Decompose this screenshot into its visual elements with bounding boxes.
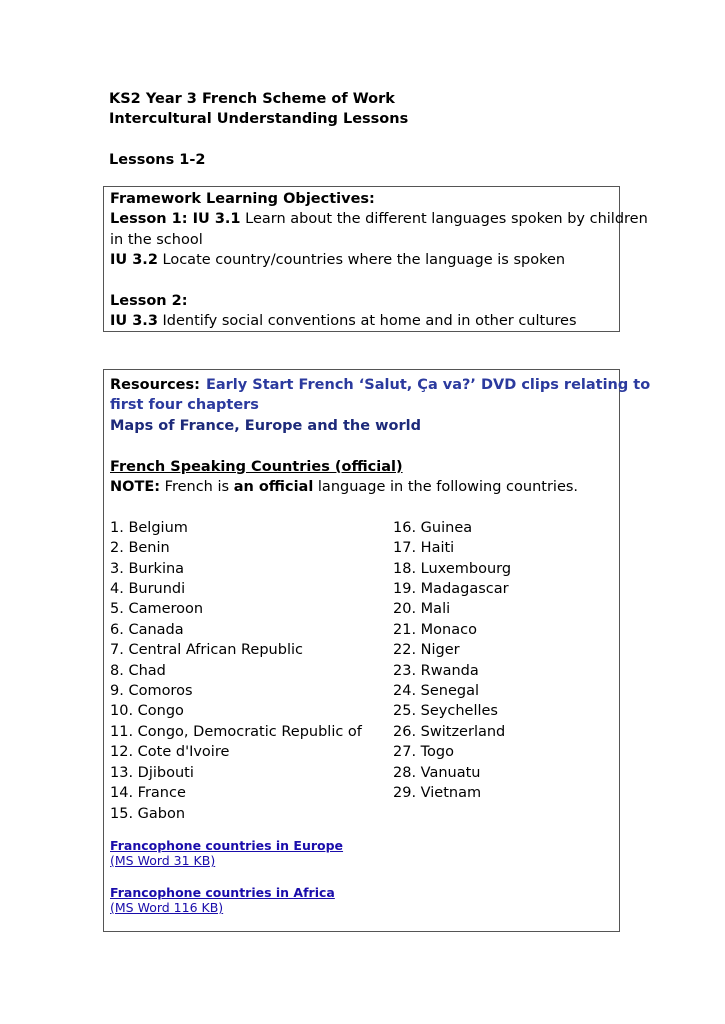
country-item: 13. Djibouti [110,764,194,781]
country-item: 9. Comoros [110,683,193,700]
spacer [110,868,614,885]
note-line [110,477,614,497]
lesson1-text-cont: in the school [110,231,203,248]
note-text-a: French is [160,479,234,496]
country-item: 22. Niger [393,642,460,659]
country-item: 25. Seychelles [393,703,498,720]
country-item: 10. Congo [110,703,184,720]
spacer [110,824,614,838]
iu32-label: IU 3.2 [110,252,158,269]
country-item: 8. Chad [110,662,166,679]
download-link-africa[interactable]: Francophone countries in Africa [110,884,335,900]
country-item: 16. Guinea [393,519,473,536]
objectives-heading: Framework Learning Objectives: [110,191,375,207]
country-item: 28. Vanuatu [393,764,481,781]
note-label: NOTE: [110,479,161,496]
resources-line [110,375,651,395]
document-title: KS2 Year 3 French Scheme of Work [109,91,395,107]
country-item: 18. Luxembourg [393,560,512,577]
download-link-africa-block [110,885,614,915]
country-item: 1. Belgium [110,519,188,536]
country-item: 29. Vietnam [393,785,482,802]
country-item: 5. Cameroon [110,601,204,618]
download-link-europe-block [110,838,614,868]
country-item: 24. Senegal [393,683,480,700]
note-text-b: language in the following countries. [313,479,579,496]
iu33-label: IU 3.3 [110,313,158,330]
spacer [110,271,614,291]
country-item: 21. Monaco [393,621,477,638]
country-item: 27. Togo [393,744,455,761]
lesson1-label: Lesson 1: IU 3.1 [110,211,241,228]
objectives-box [103,186,648,332]
document-subtitle: Intercultural Understanding Lessons [109,111,409,127]
country-item: 19. Madagascar [393,581,509,598]
country-item: 4. Burundi [110,581,186,598]
country-item: 15. Gabon [110,805,186,822]
resources-box [103,369,651,932]
download-link-africa-size[interactable]: (MS Word 116 KB) [110,899,224,915]
countries-list [110,518,614,824]
country-item: 17. Haiti [393,540,455,557]
country-item: 23. Rwanda [393,662,479,679]
iu33-text: Identify social conventions at home and in other cultures [157,313,577,330]
lesson2-label: Lesson 2: [110,293,188,310]
country-item: 26. Switzerland [393,723,506,740]
note-emphasis: an official [233,479,314,496]
lessons-heading: Lessons 1-2 [109,152,206,168]
country-item: 2. Benin [110,540,170,557]
resources-label: Resources: [110,377,200,393]
country-item: 14. France [110,785,186,802]
dvd-resource: Early Start French ‘Salut, Ça va?’ DVD clips relating to [205,377,651,393]
lesson1-objective [110,209,648,229]
download-link-europe-size[interactable]: (MS Word 31 KB) [110,852,216,868]
iu32-text: Locate country/countries where the language is spoken [157,252,566,269]
country-item: 12. Cote d'Ivoire [110,744,230,761]
spacer [110,436,614,456]
lesson1-text: Learn about the different languages spoken by children [240,211,648,228]
country-item: 20. Mali [393,601,451,618]
iu33-objective [110,311,614,331]
countries-column-2 [393,518,613,824]
dvd-resource-cont: first four chapters [110,397,259,414]
countries-heading: French Speaking Countries (official) [110,458,403,475]
download-link-europe[interactable]: Francophone countries in Europe [110,837,344,853]
iu32-objective [110,250,614,270]
country-item: 6. Canada [110,621,184,638]
maps-resource: Maps of France, Europe and the world [110,417,421,434]
country-item: 11. Congo, Democratic Republic of [110,723,362,740]
spacer [110,497,614,517]
country-item: 3. Burkina [110,560,185,577]
countries-column-1 [110,518,393,824]
country-item: 7. Central African Republic [110,642,303,659]
